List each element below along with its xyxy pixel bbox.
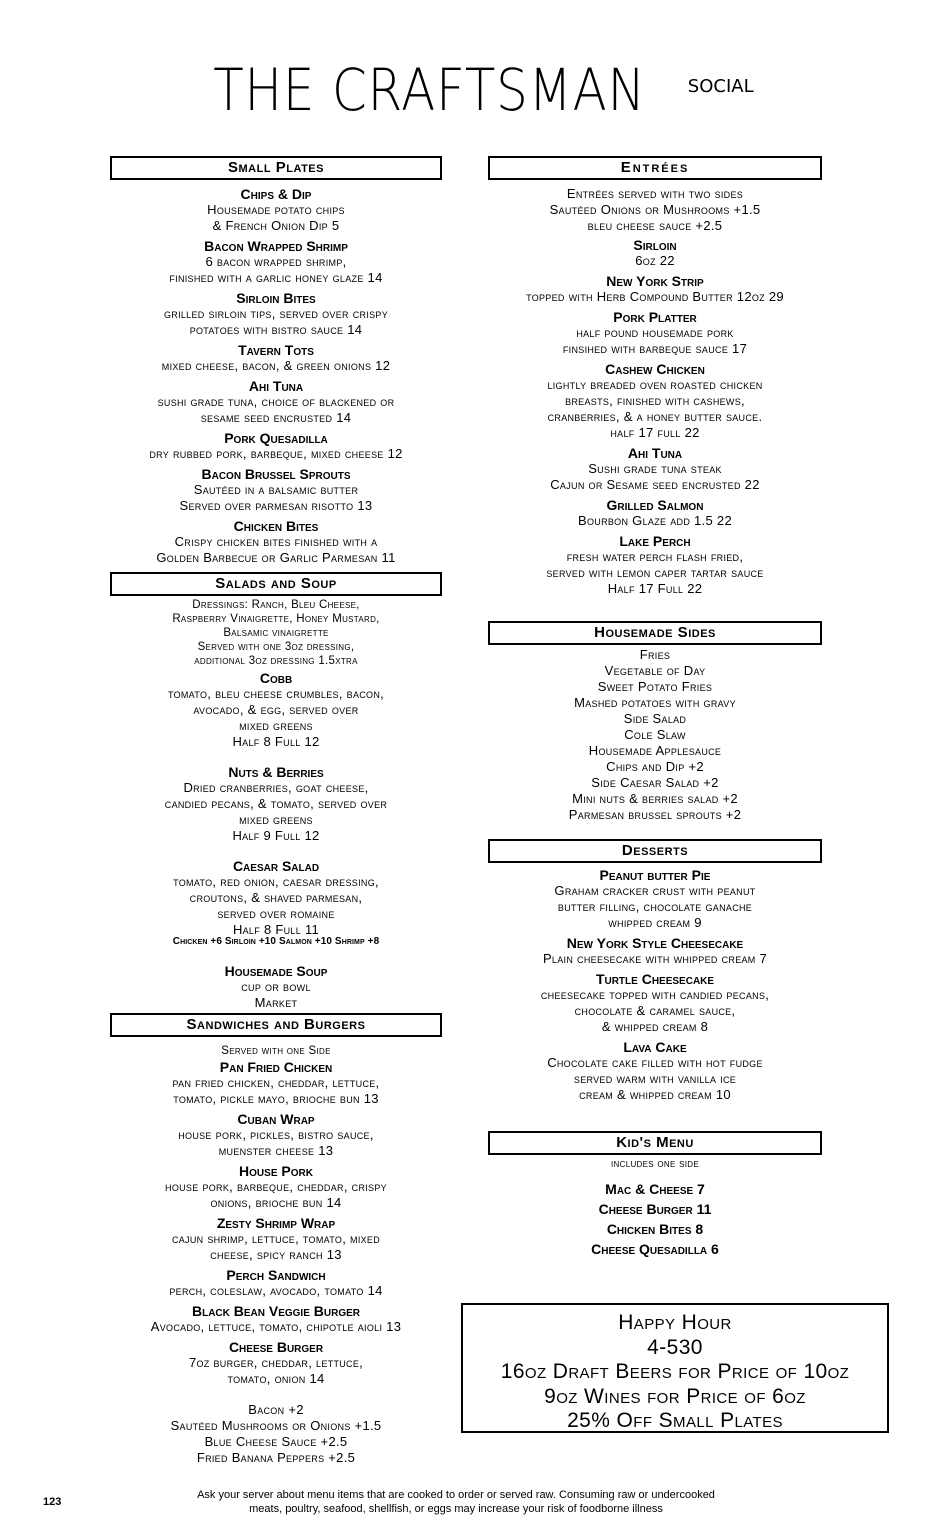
restaurant-title xyxy=(0,56,932,124)
menu-item xyxy=(104,670,448,750)
item-description: cream & whipped cream 10 xyxy=(579,1087,731,1102)
happy-hour-line: 25% Off Small Plates xyxy=(567,1409,783,1432)
extra-line: Sautéed Mushrooms or Onions +1.5 xyxy=(170,1418,382,1433)
page-number: 123 xyxy=(43,1496,62,1508)
item-description: Graham cracker crust with peanut xyxy=(554,883,756,898)
menu-item xyxy=(482,971,828,1035)
section-header-small-plates: Small Plates xyxy=(110,156,442,180)
item-description: cheesecake topped with candied pecans, xyxy=(540,987,770,1002)
side-item: Chips and Dip +2 xyxy=(606,759,704,774)
sandwich-extras xyxy=(104,1402,448,1466)
item-name: Housemade Soup xyxy=(224,963,328,979)
item-name: Cobb xyxy=(259,670,293,686)
item-description: 6 bacon wrapped shrimp, xyxy=(205,254,347,269)
menu-item xyxy=(104,518,448,566)
section-header-entrees: Entrées xyxy=(488,156,822,180)
item-description: Sushi grade tuna steak xyxy=(588,461,722,476)
menu-item xyxy=(482,497,828,529)
item-description: grilled sirloin tips, served over crispy xyxy=(163,306,389,321)
title-main: THE CRAFTSMAN xyxy=(213,56,647,124)
item-description: croutons, & shaved parmesan, xyxy=(189,890,363,905)
item-name: Sirloin xyxy=(633,237,677,253)
item-description: Housemade potato chips xyxy=(207,202,345,217)
kids-item: Mac & Cheese 7 xyxy=(605,1181,705,1197)
item-description: sesame seed encrusted 14 xyxy=(200,410,352,425)
menu-item xyxy=(104,1163,448,1211)
item-description: muenster cheese 13 xyxy=(218,1143,334,1158)
item-name: Cuban Wrap xyxy=(237,1111,315,1127)
item-description: dry rubbed pork, barbeque, mixed cheese 12 xyxy=(149,446,403,461)
sides-list xyxy=(482,647,828,823)
side-item: Side Caesar Salad +2 xyxy=(591,775,719,790)
disclaimer-line: Ask your server about menu items that are cooked to order or served raw. Consuming raw or undercooked xyxy=(197,1489,715,1501)
dressing-line: Served with one 3oz dressing, xyxy=(197,641,355,653)
item-description: finsihed with barbeque sauce 17 xyxy=(562,341,748,356)
item-name: Bacon Wrapped Shrimp xyxy=(204,238,348,254)
section-header-salads: Salads and Soup xyxy=(110,572,442,596)
item-name: Tavern Tots xyxy=(238,342,314,358)
item-description: finished with a garlic honey glaze 14 xyxy=(169,270,383,285)
item-description: Crispy chicken bites finished with a xyxy=(174,534,378,549)
happy-hour-line: 16oz Draft Beers for Price of 10oz xyxy=(500,1360,850,1383)
menu-item xyxy=(482,867,828,931)
salads-list xyxy=(104,670,448,938)
item-name: Turtle Cheesecake xyxy=(595,971,715,987)
kids-note: includes one side xyxy=(611,1158,699,1170)
menu-item xyxy=(104,1111,448,1159)
kids-item: Cheese Burger 11 xyxy=(598,1201,712,1217)
entree-intro-line: Sautéed Onions or Mushrooms +1.5 xyxy=(549,202,761,217)
item-description: tomato, onion 14 xyxy=(227,1371,325,1386)
menu-item xyxy=(482,935,828,967)
item-description: mixed greens xyxy=(239,812,313,827)
section-header-sides: Housemade Sides xyxy=(488,621,822,645)
item-description: cajun shrimp, lettuce, tomato, mixed xyxy=(171,1231,381,1246)
item-name: Cashew Chicken xyxy=(605,361,705,377)
salad-addons: Chicken +6 Sirloin +10 Salmon +10 Shrimp +8 xyxy=(172,936,380,947)
item-description: sushi grade tuna, choice of blackened or xyxy=(157,394,395,409)
dessert-list xyxy=(482,867,828,1103)
small-plates-list xyxy=(104,186,448,566)
item-description: tomato, pickle mayo, brioche bun 13 xyxy=(173,1091,379,1106)
menu-item xyxy=(104,430,448,462)
item-name: Pork Quesadilla xyxy=(224,430,328,446)
menu-item xyxy=(104,963,448,1011)
item-description: cup or bowl xyxy=(241,979,311,994)
sandwich-list xyxy=(104,1059,448,1387)
item-description: half 17 full 22 xyxy=(610,425,700,440)
item-description: 7oz burger, cheddar, lettuce, xyxy=(188,1355,364,1370)
item-description: topped with Herb Compound Butter 12oz 29 xyxy=(526,289,784,304)
section-header-kids: Kid's Menu xyxy=(488,1131,822,1155)
item-description: Golden Barbecue or Garlic Parmesan 11 xyxy=(156,550,396,565)
item-description: tomato, red onion, caesar dressing, xyxy=(173,874,379,889)
item-description: Half 17 Full 22 xyxy=(607,581,703,596)
dressing-line: Dressings: Ranch, Bleu Cheese, xyxy=(192,599,360,611)
item-name: Ahi Tuna xyxy=(248,378,304,394)
side-item: Vegetable of Day xyxy=(604,663,706,678)
item-description: Market xyxy=(254,995,298,1010)
side-item: Fries xyxy=(639,647,671,662)
extra-line: Blue Cheese Sauce +2.5 xyxy=(204,1434,348,1449)
item-description: house pork, pickles, bistro sauce, xyxy=(178,1127,374,1142)
menu-item xyxy=(482,361,828,441)
item-name: Nuts & Berries xyxy=(228,764,324,780)
item-name: Grilled Salmon xyxy=(606,497,704,513)
extra-line: Fried Banana Peppers +2.5 xyxy=(196,1450,356,1465)
entree-intro-line: bleu cheese sauce +2.5 xyxy=(587,218,723,233)
footer-disclaimer xyxy=(150,1488,762,1516)
item-description: lightly breaded oven roasted chicken xyxy=(547,377,763,392)
item-description: served warm with vanilla ice xyxy=(573,1071,737,1086)
item-description: fresh water perch flash fried, xyxy=(566,549,744,564)
soup-item xyxy=(104,963,448,1011)
item-description: pan fried chicken, cheddar, lettuce, xyxy=(172,1075,380,1090)
entree-intro xyxy=(482,186,828,234)
item-name: Bacon Brussel Sprouts xyxy=(201,466,351,482)
menu-item xyxy=(482,237,828,269)
side-item: Side Salad xyxy=(623,711,687,726)
dressing-line: Balsamic vinaigrette xyxy=(223,627,329,639)
item-description: Dried cranberries, goat cheese, xyxy=(183,780,369,795)
item-description: Served over parmesan risotto 13 xyxy=(179,498,373,513)
dressing-line: additional 3oz dressing 1.5xtra xyxy=(194,655,358,667)
item-description: candied pecans, & tomato, served over xyxy=(164,796,388,811)
item-name: Pan Fried Chicken xyxy=(219,1059,333,1075)
menu-item xyxy=(482,445,828,493)
menu-item xyxy=(104,1059,448,1107)
item-name: Zesty Shrimp Wrap xyxy=(216,1215,336,1231)
item-description: & whipped cream 8 xyxy=(601,1019,709,1034)
kids-list xyxy=(482,1179,828,1259)
item-name: Ahi Tuna xyxy=(627,445,683,461)
dressings-note xyxy=(104,598,448,668)
menu-item xyxy=(104,342,448,374)
item-description: Half 9 Full 12 xyxy=(232,828,320,843)
item-name: Lava Cake xyxy=(623,1039,687,1055)
item-name: New York Style Cheesecake xyxy=(566,935,744,951)
right-column xyxy=(482,156,828,1259)
happy-hour-line: 9oz Wines for Price of 6oz xyxy=(544,1384,806,1408)
kids-item: Chicken Bites 8 xyxy=(606,1221,704,1237)
item-description: Cajun or Sesame seed encrusted 22 xyxy=(550,477,760,492)
side-item: Cole Slaw xyxy=(624,727,686,742)
happy-hour-line: Happy Hour xyxy=(618,1311,732,1334)
item-description: 6oz 22 xyxy=(635,253,675,268)
menu-item xyxy=(104,290,448,338)
disclaimer-line: meats, poultry, seafood, shellfish, or eggs may increase your risk of foodborne illness xyxy=(249,1503,663,1515)
item-description: Half 8 Full 11 xyxy=(232,922,320,937)
menu-item xyxy=(482,1039,828,1103)
entree-intro-line: Entrées served with two sides xyxy=(566,186,744,201)
happy-hour-line: 4-530 xyxy=(647,1335,703,1359)
item-name: Peanut butter Pie xyxy=(599,867,711,883)
side-item: Housemade Applesauce xyxy=(588,743,722,758)
happy-hour-box xyxy=(461,1303,889,1433)
dressing-line: Raspberry Vinaigrette, Honey Mustard, xyxy=(172,613,380,625)
item-description: onions, brioche bun 14 xyxy=(210,1195,342,1210)
item-description: Sautéed in a balsamic butter xyxy=(193,482,359,497)
item-description: tomato, bleu cheese crumbles, bacon, xyxy=(167,686,385,701)
item-name: House Pork xyxy=(239,1163,313,1179)
item-name: Caesar Salad xyxy=(232,858,320,874)
item-name: Black Bean Veggie Burger xyxy=(191,1303,360,1319)
menu-item xyxy=(104,466,448,514)
menu-item xyxy=(104,1303,448,1335)
item-description: avocado, & egg, served over xyxy=(193,702,359,717)
item-description: chocolate & caramel sauce, xyxy=(574,1003,736,1018)
menu-item xyxy=(104,858,448,938)
item-description: cheese, spicy ranch 13 xyxy=(210,1247,342,1262)
menu-item xyxy=(104,1339,448,1387)
item-name: Perch Sandwich xyxy=(226,1267,326,1283)
sandwiches-note: Served with one Side xyxy=(221,1045,331,1057)
item-description: breasts, finished with cashews, xyxy=(565,393,745,408)
item-description: mixed greens xyxy=(239,718,313,733)
item-name: New York Strip xyxy=(606,273,704,289)
item-description: perch, coleslaw, avocado, tomato 14 xyxy=(169,1283,383,1298)
item-description: potatoes with bistro sauce 14 xyxy=(189,322,363,337)
item-description: whipped cream 9 xyxy=(608,915,702,930)
menu-item xyxy=(482,273,828,305)
item-description: Avocado, lettuce, tomato, chipotle aioli 13 xyxy=(150,1319,402,1334)
item-description: Chocolate cake filled with hot fudge xyxy=(547,1055,763,1070)
item-description: Bourbon Glaze add 1.5 22 xyxy=(578,513,732,528)
menu-item xyxy=(104,764,448,844)
side-item: Sweet Potato Fries xyxy=(597,679,713,694)
menu-item xyxy=(104,1267,448,1299)
item-description: butter filling, chocolate ganache xyxy=(557,899,753,914)
item-name: Pork Platter xyxy=(613,309,697,325)
item-description: house pork, barbeque, cheddar, crispy xyxy=(165,1179,387,1194)
item-description: served over romaine xyxy=(217,906,335,921)
section-header-sandwiches: Sandwiches and Burgers xyxy=(110,1013,442,1037)
menu-item xyxy=(104,238,448,286)
title-sub: social xyxy=(687,69,754,99)
menu-item xyxy=(482,309,828,357)
extra-line: Bacon +2 xyxy=(248,1402,304,1417)
entree-list xyxy=(482,237,828,597)
kids-item: Cheese Quesadilla 6 xyxy=(591,1241,719,1257)
menu-item xyxy=(482,533,828,597)
item-name: Lake Perch xyxy=(619,533,691,549)
side-item: Mini nuts & berries salad +2 xyxy=(572,791,738,806)
section-header-desserts: Desserts xyxy=(488,839,822,863)
item-name: Cheese Burger xyxy=(228,1339,324,1355)
item-name: Sirloin Bites xyxy=(236,290,316,306)
item-name: Chips & Dip xyxy=(240,186,312,202)
item-description: & French Onion Dip 5 xyxy=(212,218,340,233)
menu-item xyxy=(104,378,448,426)
item-description: Half 8 Full 12 xyxy=(232,734,320,749)
side-item: Parmesan brussel sprouts +2 xyxy=(568,807,742,822)
item-description: cranberries, & a honey butter sauce. xyxy=(547,409,763,424)
left-column xyxy=(104,156,448,1466)
item-description: Plain cheesecake with whipped cream 7 xyxy=(542,951,768,966)
item-name: Chicken Bites xyxy=(233,518,319,534)
item-description: served with lemon caper tartar sauce xyxy=(546,565,764,580)
menu-item xyxy=(104,186,448,234)
side-item: Mashed potatoes with gravy xyxy=(574,695,736,710)
item-description: mixed cheese, bacon, & green onions 12 xyxy=(161,358,391,373)
item-description: half pound housemade pork xyxy=(576,325,734,340)
menu-item xyxy=(104,1215,448,1263)
